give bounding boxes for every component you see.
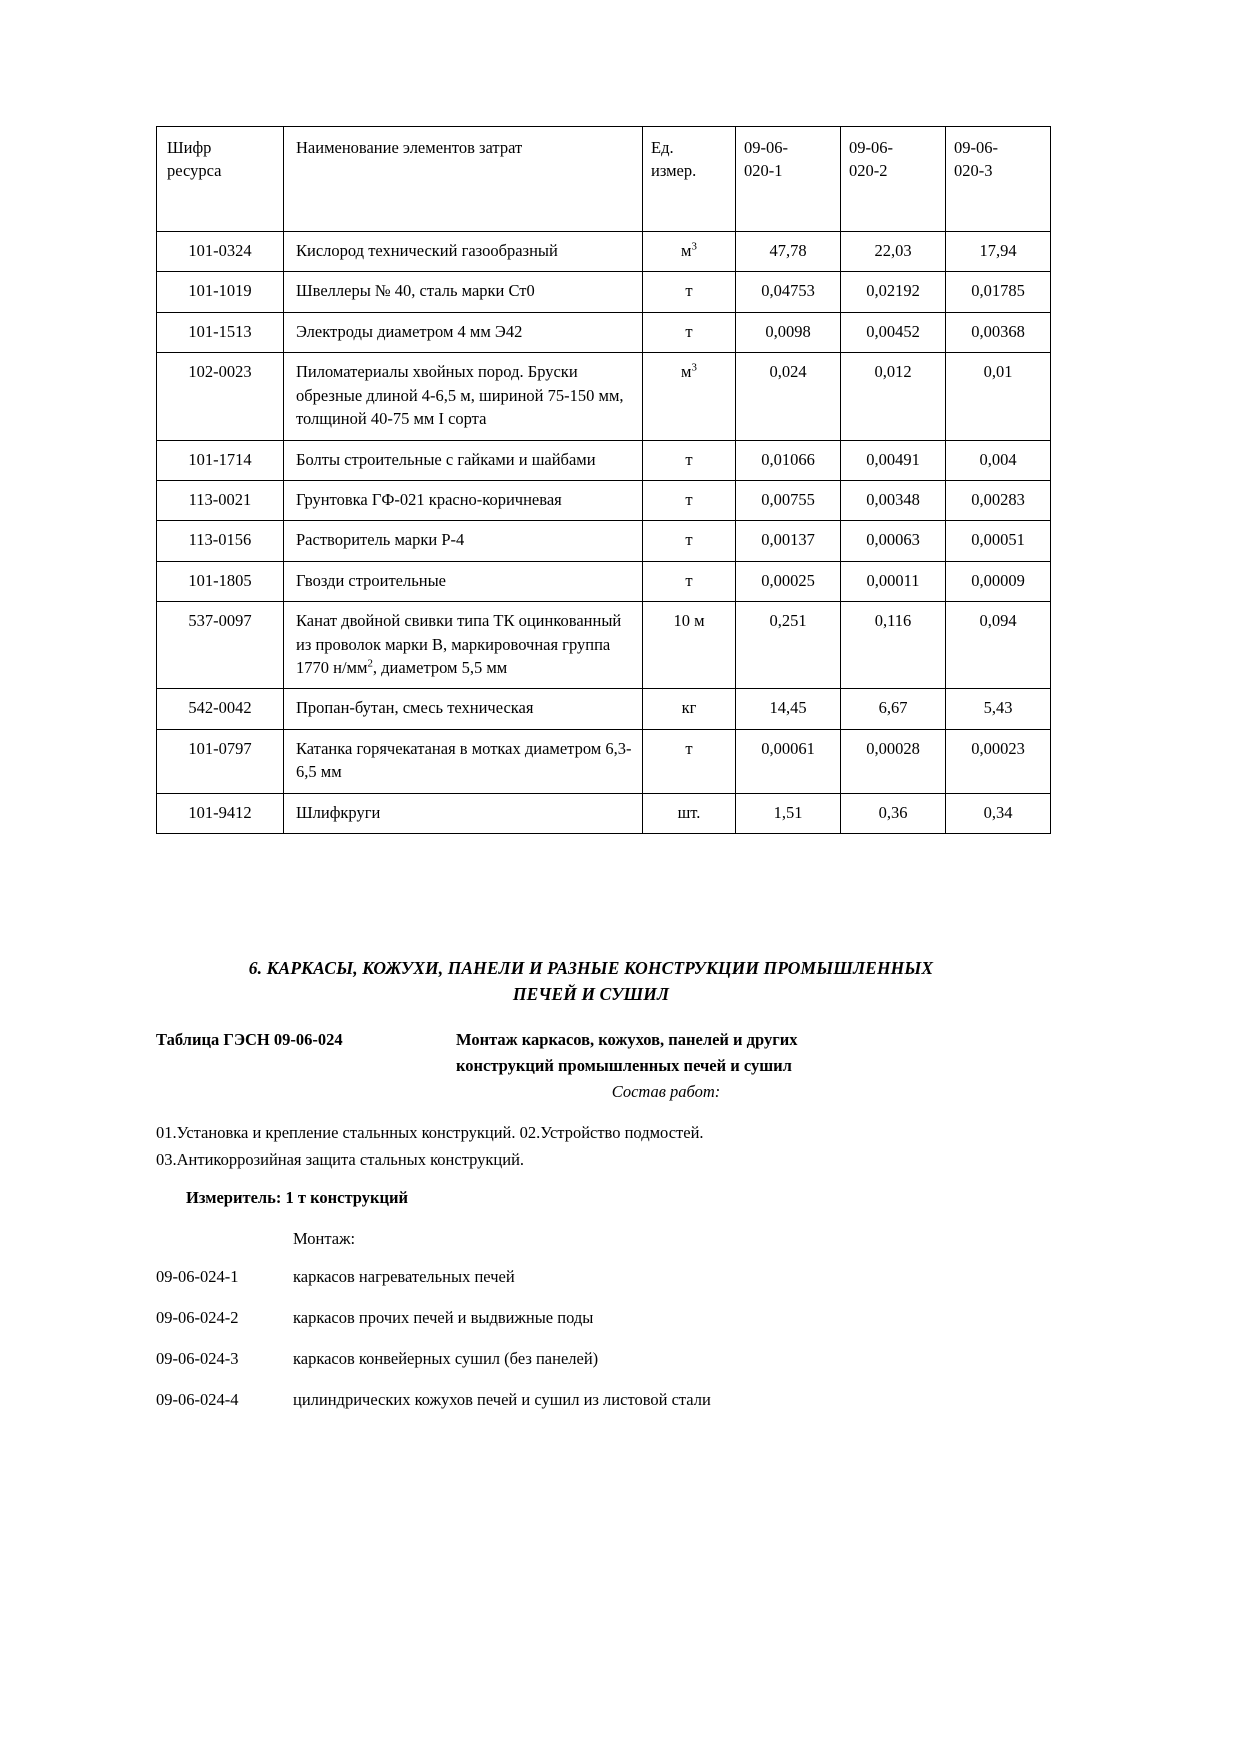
cell-resource-name: Катанка горячекатаная в мотках диаметром 6,3-6,5 мм [284, 729, 643, 793]
montazh-label: Монтаж: [293, 1229, 356, 1248]
table-row [157, 561, 1051, 601]
cell-unit: $м^3$ [643, 353, 736, 440]
cell-value-col1: 0,00755 [736, 480, 841, 520]
header-cell-name [284, 127, 643, 232]
cell-value-col1: 0,00025 [736, 561, 841, 601]
cell-value-col2: 0,00348 [841, 480, 946, 520]
list-item [156, 1308, 1056, 1349]
table-row [157, 521, 1051, 561]
list-item [156, 1349, 1056, 1390]
cell-resource-code: 542-0042 [157, 689, 284, 729]
caption-label: Таблица ГЭСН 09-06-024 [156, 1030, 343, 1049]
cell-value-col2: 0,116 [841, 602, 946, 689]
sostav-rabot-label: Состав работ: [611, 1082, 721, 1102]
cell-unit: $м^3$ [643, 232, 736, 272]
list-item-code: 09-06-024-4 [156, 1390, 239, 1409]
izmeritel-label: Измеритель: 1 т конструкций [186, 1188, 409, 1207]
cell-resource-name: Гвозди строительные [284, 561, 643, 601]
list-item-text: каркасов прочих печей и выдвижные поды [293, 1308, 594, 1327]
cell-value-col1: 0,04753 [736, 272, 841, 312]
works-composition-paragraph [156, 1120, 1036, 1173]
header-col2-line2: 020-2 [849, 161, 888, 181]
cell-unit: 10 м [643, 602, 736, 689]
cell-resource-code: 101-1513 [157, 312, 284, 352]
cell-resource-name: Пропан-бутан, смесь техническая [284, 689, 643, 729]
table-row [157, 689, 1051, 729]
cell-value-col2: 0,00028 [841, 729, 946, 793]
cell-value-col1: 0,0098 [736, 312, 841, 352]
list-item-text: цилиндрических кожухов печей и сушил из листовой стали [293, 1390, 711, 1409]
cell-resource-name: Канат двойной свивки типа ТК оцинкованный из проволок марки В, маркировочная группа 1770 $н/мм^2$, диаметром 5,5 мм [284, 602, 643, 689]
cell-resource-code: 113-0021 [157, 480, 284, 520]
cell-value-col3: 0,004 [946, 440, 1051, 480]
cell-unit: кг [643, 689, 736, 729]
list-item [156, 1267, 1056, 1308]
works-line2: 03.Антикоррозийная защита стальных конструкций. [156, 1149, 525, 1169]
header-col3-line1: 09-06- [954, 138, 998, 157]
cell-resource-name: Болты строительные с гайками и шайбами [284, 440, 643, 480]
header-name-label: Наименование элементов затрат [296, 138, 523, 157]
cell-resource-name: Шлифкруги [284, 793, 643, 833]
section-heading-line2: ПЕЧЕЙ И СУШИЛ [512, 984, 670, 1005]
cell-resource-name: Кислород технический газообразный [284, 232, 643, 272]
cell-value-col3: 0,00368 [946, 312, 1051, 352]
cell-value-col2: 0,00491 [841, 440, 946, 480]
cell-resource-code: 102-0023 [157, 353, 284, 440]
cell-resource-code: 101-1019 [157, 272, 284, 312]
header-unit-line1: Ед. [651, 138, 674, 157]
cell-value-col2: 0,02192 [841, 272, 946, 312]
header-col2-line1: 09-06- [849, 138, 893, 157]
works-line1: 01.Установка и крепление стальнных конструкций. 02.Устройство подмостей. [156, 1123, 704, 1142]
cell-value-col1: 0,251 [736, 602, 841, 689]
cell-value-col1: 47,78 [736, 232, 841, 272]
cell-unit: шт. [643, 793, 736, 833]
norm-item-list [156, 1267, 1056, 1431]
cell-value-col3: 0,094 [946, 602, 1051, 689]
list-item-code: 09-06-024-3 [156, 1349, 239, 1368]
resource-table-body [157, 127, 1051, 834]
table-row [157, 480, 1051, 520]
header-cell-col1 [736, 127, 841, 232]
cell-value-col2: 0,00452 [841, 312, 946, 352]
cell-unit: т [643, 521, 736, 561]
list-item-text: каркасов конвейерных сушил (без панелей) [293, 1349, 599, 1368]
header-col1-line1: 09-06- [744, 138, 788, 157]
cell-value-col3: 0,34 [946, 793, 1051, 833]
list-item-code: 09-06-024-2 [156, 1308, 239, 1327]
table-row [157, 729, 1051, 793]
cell-value-col3: 0,00283 [946, 480, 1051, 520]
cell-value-col1: 0,00061 [736, 729, 841, 793]
cell-value-col3: 0,01785 [946, 272, 1051, 312]
cell-unit: т [643, 729, 736, 793]
table-row [157, 312, 1051, 352]
list-item-code: 09-06-024-1 [156, 1267, 239, 1286]
header-cell-col3 [946, 127, 1051, 232]
caption-title-line2: конструкций промышленных печей и сушил [456, 1055, 792, 1075]
cell-value-col2: 0,00011 [841, 561, 946, 601]
cell-value-col3: 0,01 [946, 353, 1051, 440]
header-col3-line2: 020-3 [954, 161, 993, 181]
resource-table [156, 126, 1051, 834]
cell-resource-name: Швеллеры № 40, сталь марки Ст0 [284, 272, 643, 312]
cell-value-col3: 17,94 [946, 232, 1051, 272]
cell-value-col2: 6,67 [841, 689, 946, 729]
cell-value-col3: 0,00009 [946, 561, 1051, 601]
table-row [157, 272, 1051, 312]
superscript: 2 [367, 657, 373, 670]
table-row [157, 353, 1051, 440]
table-header-row [157, 127, 1051, 232]
cell-unit: т [643, 561, 736, 601]
caption-title [456, 1027, 876, 1078]
header-cell-code [157, 127, 284, 232]
resource-table-container [156, 126, 1025, 834]
table-row [157, 793, 1051, 833]
cell-value-col3: 0,00023 [946, 729, 1051, 793]
superscript: 3 [691, 240, 697, 253]
header-cell-col2 [841, 127, 946, 232]
cell-value-col2: 0,00063 [841, 521, 946, 561]
cell-unit: т [643, 312, 736, 352]
cell-unit: т [643, 440, 736, 480]
caption-title-line1: Монтаж каркасов, кожухов, панелей и других [456, 1030, 798, 1049]
cell-resource-code: 537-0097 [157, 602, 284, 689]
cell-value-col1: 14,45 [736, 689, 841, 729]
header-col1-line2: 020-1 [744, 161, 783, 181]
table-row [157, 232, 1051, 272]
cell-value-col2: 0,36 [841, 793, 946, 833]
section-heading-line1: 6. КАРКАСЫ, КОЖУХИ, ПАНЕЛИ И РАЗНЫЕ КОНСТРУКЦИИ ПРОМЫШЛЕННЫХ [248, 958, 934, 978]
cell-value-col1: 0,01066 [736, 440, 841, 480]
header-code-line1: Шифр [167, 138, 212, 157]
section-heading [156, 955, 1026, 1008]
list-item [156, 1390, 1056, 1431]
superscript: 3 [691, 361, 697, 374]
header-unit-line2: измер. [651, 161, 697, 181]
list-item-text: каркасов нагревательных печей [293, 1267, 515, 1286]
cell-unit: т [643, 272, 736, 312]
cell-value-col2: 22,03 [841, 232, 946, 272]
cell-value-col3: 0,00051 [946, 521, 1051, 561]
header-cell-unit [643, 127, 736, 232]
table-row [157, 602, 1051, 689]
cell-value-col3: 5,43 [946, 689, 1051, 729]
cell-value-col2: 0,012 [841, 353, 946, 440]
caption-row [156, 1027, 1036, 1078]
cell-resource-code: 101-1805 [157, 561, 284, 601]
cell-resource-code: 101-0797 [157, 729, 284, 793]
table-row [157, 440, 1051, 480]
cell-resource-code: 101-1714 [157, 440, 284, 480]
cell-resource-name: Грунтовка ГФ-021 красно-коричневая [284, 480, 643, 520]
cell-resource-name: Электроды диаметром 4 мм Э42 [284, 312, 643, 352]
cell-resource-name: Растворитель марки Р-4 [284, 521, 643, 561]
cell-resource-name: Пиломатериалы хвойных пород. Бруски обрезные длиной 4-6,5 м, шириной 75-150 мм, толщиной 40-75 мм I сорта [284, 353, 643, 440]
cell-resource-code: 101-9412 [157, 793, 284, 833]
cell-resource-code: 101-0324 [157, 232, 284, 272]
cell-value-col1: 1,51 [736, 793, 841, 833]
cell-value-col1: 0,024 [736, 353, 841, 440]
cell-value-col1: 0,00137 [736, 521, 841, 561]
table-caption-block [156, 1027, 1036, 1105]
header-code-line2: ресурса [167, 161, 222, 181]
cell-unit: т [643, 480, 736, 520]
cell-resource-code: 113-0156 [157, 521, 284, 561]
